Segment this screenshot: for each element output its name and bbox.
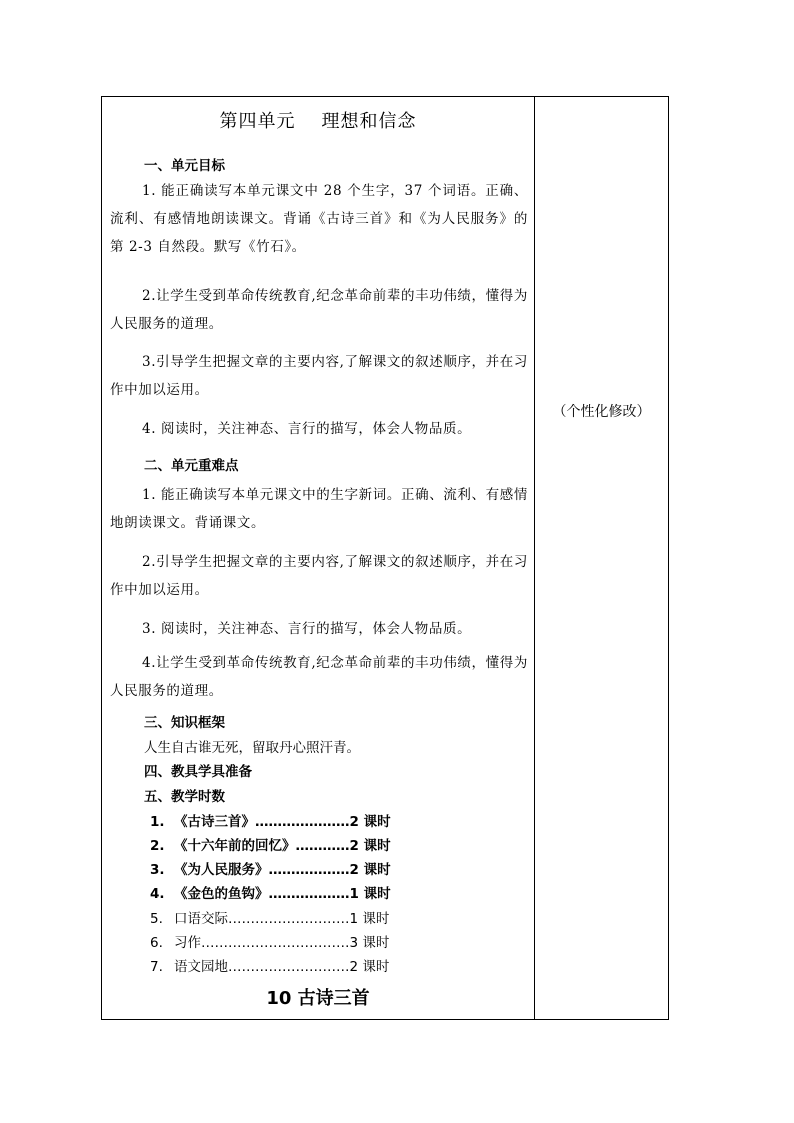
lesson-plan-table <box>101 96 669 1020</box>
key-point-item-2: 2.引导学生把握文章的主要内容,了解课文的叙述顺序，并在习作中加以运用。 <box>110 554 528 598</box>
key-points-heading: 二、单元重难点 <box>144 458 239 474</box>
unit-theme: 理想和信念 <box>321 111 417 132</box>
side-note: （个性化修改） <box>552 404 651 420</box>
framework-content: 人生自古谁无死，留取丹心照汗青。 <box>144 740 360 756</box>
main-content-cell <box>102 97 534 1019</box>
schedule-item: 5. 口语交际………………………1 课时 <box>150 911 390 927</box>
hours-heading: 五、教学时数 <box>144 789 225 805</box>
goal-item-2: 2.让学生受到革命传统教育,纪念革命前辈的丰功伟绩，懂得为人民服务的道理。 <box>110 288 528 332</box>
goal-item-1: 1. 能正确读写本单元课文中 28 个生字，37 个词语。正确、流利、有感情地朗读课文。背诵《古诗三首》和《为人民服务》的第 2-3 自然段。默写《竹石》。 <box>110 183 528 255</box>
framework-heading: 三、知识框架 <box>144 715 225 731</box>
lesson-title: 10 古诗三首 <box>266 988 370 1009</box>
key-point-item-4: 4.让学生受到革命传统教育,纪念革命前辈的丰功伟绩，懂得为人民服务的道理。 <box>110 655 528 699</box>
key-point-item-3: 3. 阅读时，关注神态、言行的描写，体会人物品质。 <box>142 621 472 637</box>
unit-number: 第四单元 <box>219 111 296 132</box>
key-point-item-1: 1. 能正确读写本单元课文中的生字新词。正确、流利、有感情地朗读课文。背诵课文。 <box>110 487 528 531</box>
goal-item-3: 3.引导学生把握文章的主要内容,了解课文的叙述顺序，并在习作中加以运用。 <box>110 354 528 398</box>
schedule-item: 3. 《为人民服务》………………2 课时 <box>150 862 391 878</box>
side-note-cell <box>535 97 668 1019</box>
schedule-item: 7. 语文园地………………………2 课时 <box>150 959 390 975</box>
schedule-item: 1. 《古诗三首》…………………2 课时 <box>150 814 391 830</box>
schedule-item: 4. 《金色的鱼钩》………………1 课时 <box>150 886 391 902</box>
materials-heading: 四、教具学具准备 <box>144 764 252 780</box>
goals-heading: 一、单元目标 <box>144 158 225 174</box>
schedule-item: 2. 《十六年前的回忆》…………2 课时 <box>150 838 391 854</box>
goal-item-4: 4. 阅读时，关注神态、言行的描写，体会人物品质。 <box>142 421 472 437</box>
schedule-item: 6. 习作……………………………3 课时 <box>150 935 390 951</box>
unit-title <box>102 107 534 133</box>
